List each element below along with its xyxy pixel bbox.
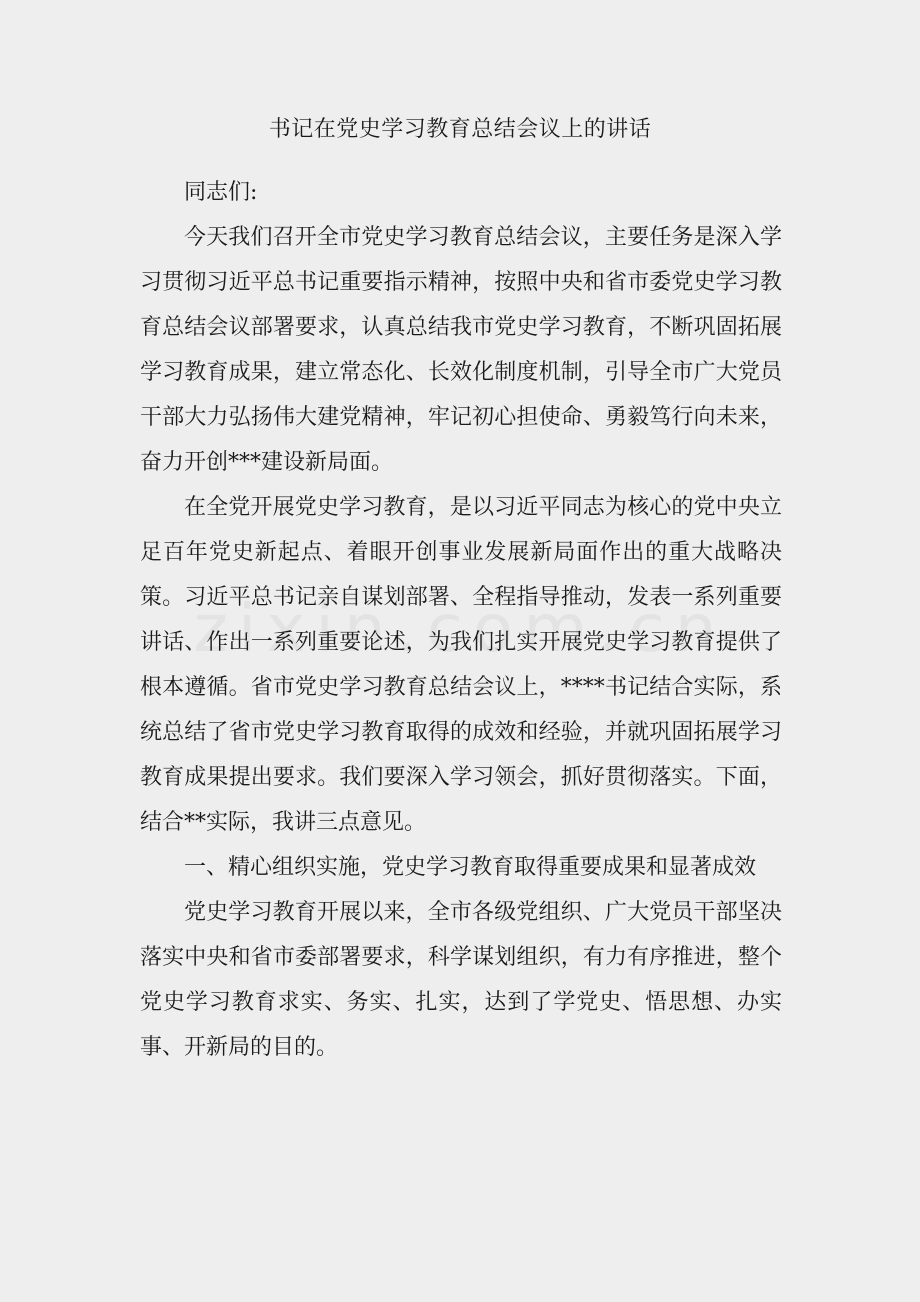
document-body <box>140 170 782 1070</box>
section-heading: 一、精心组织实施，党史学习教育取得重要成果和显著成效 <box>184 855 757 880</box>
salutation: 同志们: <box>184 180 258 205</box>
paragraph-background: 在全党开展党史学习教育，是以习近平同志为核心的党中央立足百年党史新起点、着眼开创事业发展新局面作出的重大战略决策。习近平总书记亲自谋划部署、全程指导推动，发表一系列重要讲话、作出一系列重要论述，为我们扎实开展党史学习教育提供了根本遵循。省市党史学习教育总结会议上，****书记结合实际，系统总结了省市党史学习教育取得的成效和经验，并就巩固拓展学习教育成果提出要求。我们要深入学习领会，抓好贯彻落实。下面，结合**实际，我讲三点意见。 <box>140 495 782 835</box>
document-title: 书记在党史学习教育总结会议上的讲话 <box>268 117 652 142</box>
paragraph-intro: 今天我们召开全市党史学习教育总结会议，主要任务是深入学习贯彻习近平总书记重要指示精神，按照中央和省市委党史学习教育总结会议部署要求，认真总结我市党史学习教育，不断巩固拓展学习教育成果，建立常态化、长效化制度机制，引导全市广大党员干部大力弘扬伟大建党精神，牢记初心担使命、勇毅笃行向未来，奋力开创***建设新局面。 <box>140 225 782 475</box>
section-paragraph: 党史学习教育开展以来，全市各级党组织、广大党员干部坚决落实中央和省市委部署要求，科学谋划组织，有力有序推进，整个党史学习教育求实、务实、扎实，达到了学党史、悟思想、办实事、开新局的目的。 <box>140 900 782 1060</box>
